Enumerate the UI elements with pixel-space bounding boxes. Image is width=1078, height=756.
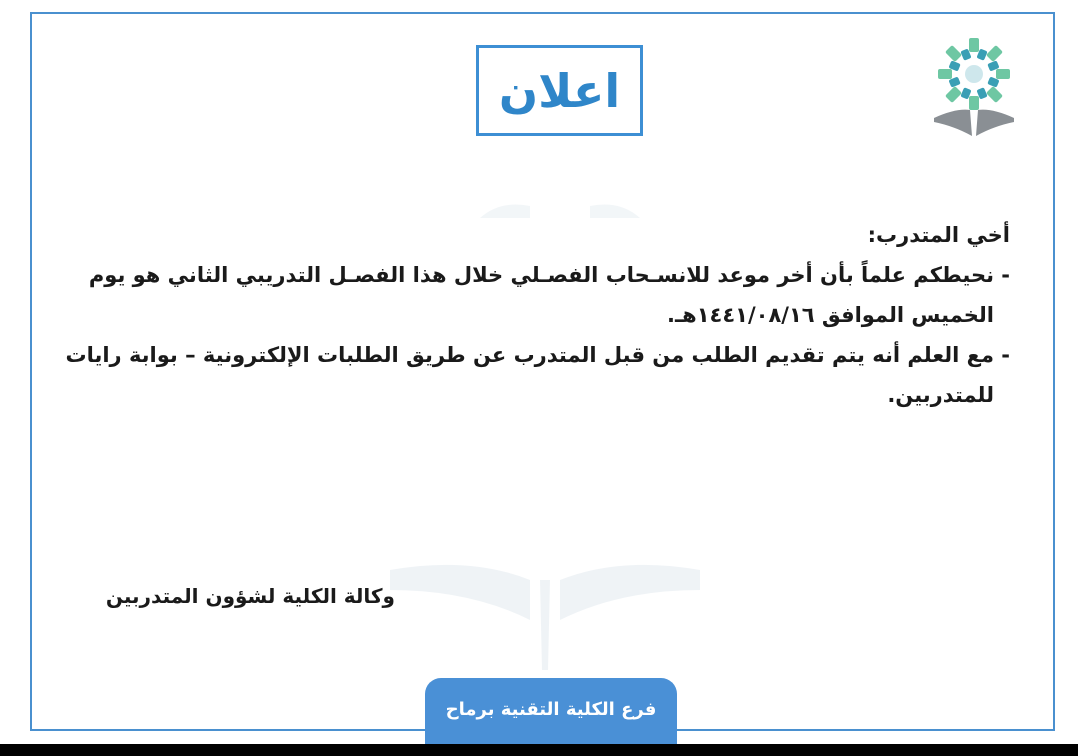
signature: وكالة الكلية لشؤون المتدربين [105,584,395,608]
page-title: اعلان [498,63,621,118]
notice-line-2: الخميس الموافق ١٤٤١/٠٨/١٦هـ. [667,303,994,327]
footer-branch-tab [425,678,677,750]
notice-line-3: - مع العلم أنه يتم تقديم الطلب من قبل المتدرب عن طريق الطلبات الإلكترونية – بوابة رايات [65,343,1010,367]
title-box [476,45,643,136]
footer-branch-label: فرع الكلية التقنية برماح [445,698,657,720]
announcement-body [65,215,1010,415]
greeting-line: أخي المتدرب: [867,223,1010,247]
notice-line-1: - نحيطكم علماً بأن أخر موعد للانسـحاب الفصـلي خلال هذا الفصـل التدريبي الثاني هو يوم [88,263,1010,287]
tvtc-logo-icon [926,30,1022,140]
notice-line-4: للمتدربين. [887,383,994,407]
bottom-black-bar [0,744,1078,756]
watermark-icon [380,560,710,670]
